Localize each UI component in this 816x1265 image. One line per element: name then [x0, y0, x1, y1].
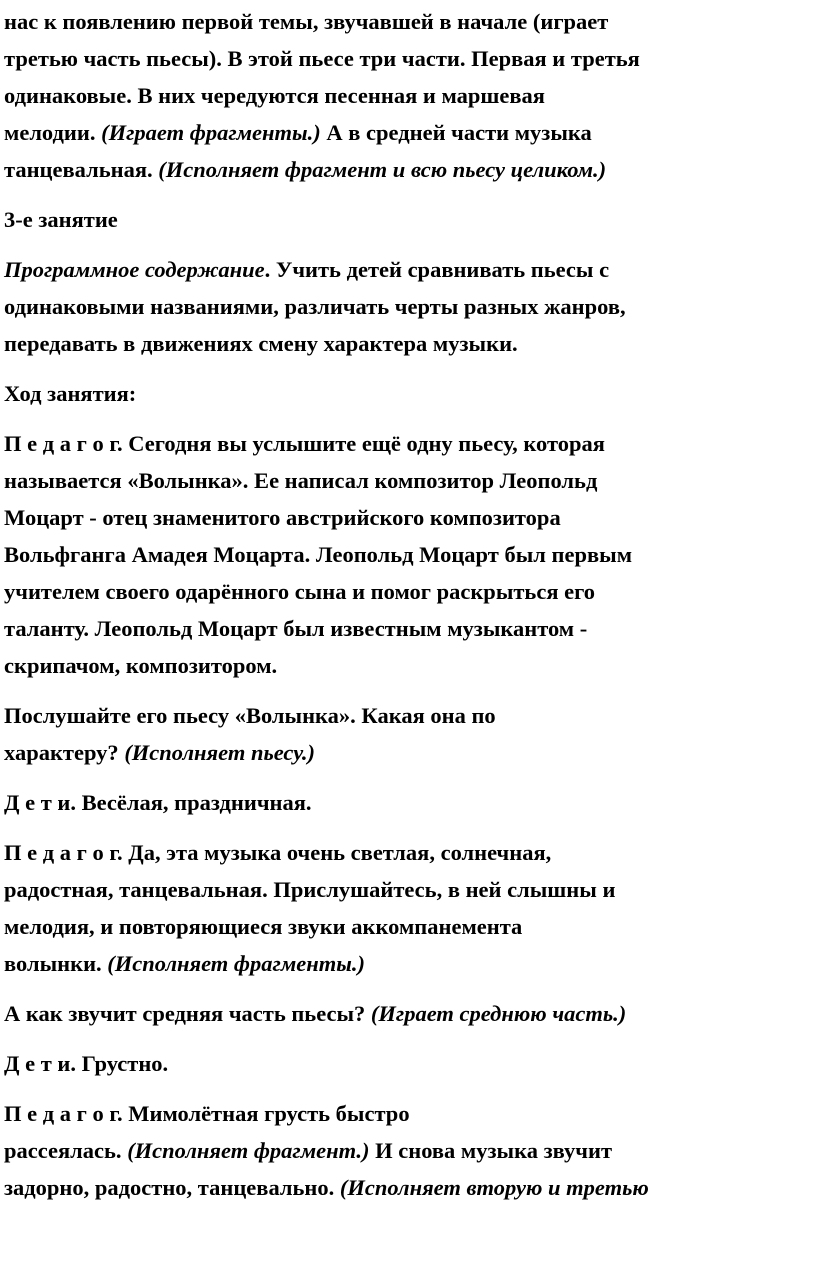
text-line: [4, 834, 816, 871]
body-text: Д е т и. Весёлая, праздничная.: [4, 790, 312, 815]
stage-direction-text: (Исполняет фрагмент и всю пьесу целиком.): [158, 157, 607, 182]
body-text: таланту. Леопольд Моцарт был известным музыкантом -: [4, 616, 588, 641]
text-line: [4, 734, 816, 771]
body-text: П е д а г о г. Да, эта музыка очень светлая, солнечная,: [4, 840, 552, 865]
stage-direction-text: (Исполняет фрагмент.): [127, 1138, 370, 1163]
stage-direction-text: Программное содержание: [4, 257, 265, 282]
text-line: [4, 647, 816, 684]
body-text: мелодии.: [4, 120, 102, 145]
text-line: [4, 151, 816, 188]
body-text: А в средней части музыка: [320, 120, 592, 145]
text-line: [4, 201, 816, 238]
text-line: [4, 375, 816, 412]
text-line: [4, 610, 816, 647]
text-line: [4, 536, 816, 573]
body-text: радостная, танцевальная. Прислушайтесь, в ней слышны и: [4, 877, 616, 902]
text-line: [4, 3, 816, 40]
paragraph: [4, 1095, 816, 1206]
body-text: называется «Волынка». Ее написал композитор Леопольд: [4, 468, 598, 493]
body-text: волынки.: [4, 951, 108, 976]
body-text: одинаковые. В них чередуются песенная и маршевая: [4, 83, 545, 108]
text-line: [4, 908, 816, 945]
body-text: танцевальная.: [4, 157, 159, 182]
text-line: [4, 784, 816, 821]
body-text: . Учить детей сравнивать пьесы с: [264, 257, 610, 282]
body-text: Вольфганга Амадея Моцарта. Леопольд Моцарт был первым: [4, 542, 633, 567]
paragraph: [4, 834, 816, 982]
text-line: [4, 1132, 816, 1169]
body-text: нас к появлению первой темы, звучавшей в начале (играет: [4, 9, 609, 34]
paragraph: [4, 375, 816, 412]
body-text: рассеялась.: [4, 1138, 128, 1163]
paragraph: [4, 995, 816, 1032]
body-text: П е д а г о г. Мимолётная грусть быстро: [4, 1101, 410, 1126]
text-line: [4, 499, 816, 536]
text-line: [4, 77, 816, 114]
text-line: [4, 325, 816, 362]
text-line: [4, 425, 816, 462]
paragraph: [4, 251, 816, 362]
body-text: Д е т и. Грустно.: [4, 1051, 169, 1076]
stage-direction-text: (Исполняет пьесу.): [124, 740, 315, 765]
body-text: одинаковыми названиями, различать черты разных жанров,: [4, 294, 626, 319]
body-text: Послушайте его пьесу «Волынка». Какая она по: [4, 703, 496, 728]
text-line: [4, 462, 816, 499]
text-line: [4, 871, 816, 908]
text-line: [4, 40, 816, 77]
paragraph: [4, 1045, 816, 1082]
paragraph: [4, 201, 816, 238]
stage-direction-text: (Играет фрагменты.): [101, 120, 321, 145]
text-line: [4, 945, 816, 982]
text-line: [4, 1045, 816, 1082]
body-text: передавать в движениях смену характера музыки.: [4, 331, 518, 356]
body-text: скрипачом, композитором.: [4, 653, 278, 678]
body-text: А как звучит средняя часть пьесы?: [4, 1001, 371, 1026]
text-line: [4, 697, 816, 734]
body-text: 3-е занятие: [4, 207, 118, 232]
body-text: третью часть пьесы). В этой пьесе три части. Первая и третья: [4, 46, 640, 71]
stage-direction-text: (Исполняет фрагменты.): [107, 951, 365, 976]
body-text: задорно, радостно, танцевально.: [4, 1175, 340, 1200]
text-line: [4, 114, 816, 151]
body-text: характеру?: [4, 740, 125, 765]
paragraph: [4, 697, 816, 771]
text-line: [4, 1169, 816, 1206]
text-line: [4, 1095, 816, 1132]
text-line: [4, 995, 816, 1032]
text-line: [4, 288, 816, 325]
body-text: Ход занятия:: [4, 381, 137, 406]
paragraph: [4, 784, 816, 821]
stage-direction-text: (Исполняет вторую и третью: [339, 1175, 649, 1200]
paragraph: [4, 3, 816, 188]
text-line: [4, 251, 816, 288]
body-text: И снова музыка звучит: [369, 1138, 612, 1163]
paragraph: [4, 425, 816, 684]
body-text: учителем своего одарённого сына и помог раскрыться его: [4, 579, 596, 604]
text-line: [4, 573, 816, 610]
stage-direction-text: (Играет среднюю часть.): [370, 1001, 627, 1026]
body-text: мелодия, и повторяющиеся звуки аккомпанемента: [4, 914, 523, 939]
body-text: П е д а г о г. Сегодня вы услышите ещё одну пьесу, которая: [4, 431, 605, 456]
body-text: Моцарт - отец знаменитого австрийского композитора: [4, 505, 561, 530]
